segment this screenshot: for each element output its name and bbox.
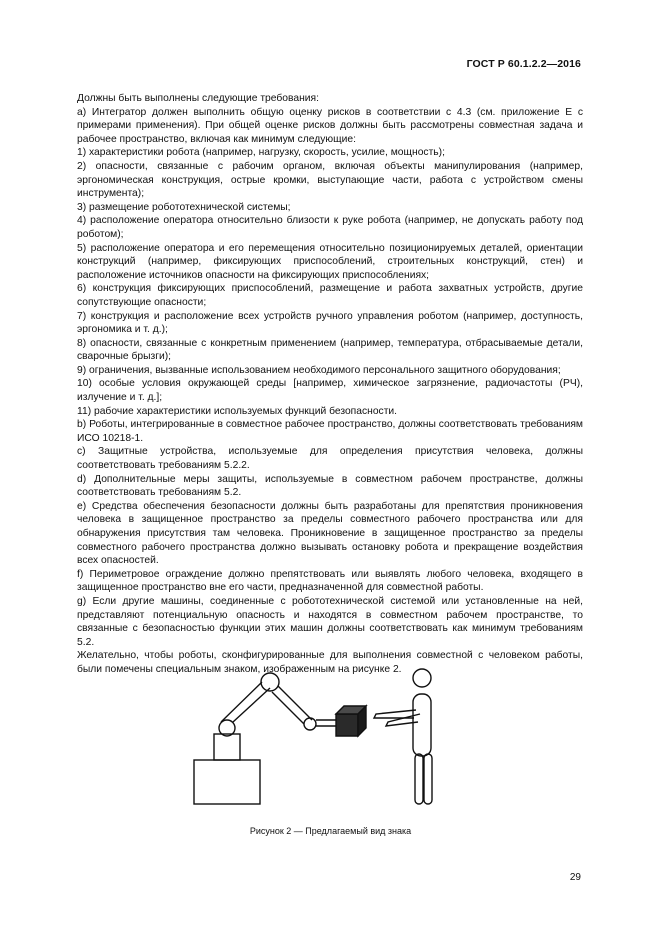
paragraph: 7) конструкция и расположение всех устройств ручного управления роботом (например, доступность, эргономика и т. д.); [77,310,583,336]
robot-arm-segment [272,686,312,724]
collaborative-robot-sign-figure [180,668,480,818]
paragraph: a) Интегратор должен выполнить общую оценку рисков в соответствии с 4.3 (см. приложение Е с примерами применения). При общей оценке рисков должны быть рассмотрены совместная задача и рабочее пространство, включая как минимум следующие: [77,106,583,145]
paragraph: Желательно, чтобы роботы, сконфигурированные для выполнения совместной с человеком работы, были помечены специальным знаком, изображенным на рисунке 2. [77,650,583,675]
paragraph: 8) опасности, связанные с конкретным применением (например, температура, отбрасываемые детали, сварочные брызги); [77,337,583,363]
workpiece-box [336,706,366,736]
paragraph: Должны быть выполнены следующие требования: [77,93,319,104]
paragraph: 5) расположение оператора и его перемещения относительно позиционируемых деталей, ориентации конструкций (например, фиксирующих приспособлений, строительных конструкций, стен) и расположение источников опасности на фиксирующих приспособлениях; [77,242,583,281]
robot-wrist [316,720,336,726]
body-text [77,92,583,677]
paragraph: 10) особые условия окружающей среды [например, химическое загрязнение, радиочастоты (РЧ), излучение и т. д.]; [77,378,583,404]
paragraph: g) Если другие машины, соединенные с робототехнической системой или установленные на ней, представляют потенциальную опасность и находятся в совместном рабочем пространстве, то связанные с безопасностью функции этих машин должны соответствовать как минимум требованиям 5.2. [77,595,583,648]
robot-joint [304,718,316,730]
paragraph: f) Периметровое ограждение должно препятствовать или выявлять любого человека, входящего в защищенное пространство вне его части, предназначенной для совместной работы. [77,568,583,594]
page-number: 29 [569,872,581,883]
paragraph: 9) ограничения, вызванные использованием необходимого персонального защитного оборудования; [77,364,561,376]
robot-column [214,734,240,760]
paragraph: 4) расположение оператора относительно близости к руке робота (например, не допускать работу под роботом); [77,215,583,240]
paragraph: c) Защитные устройства, используемые для определения присутствия человека, должны соответствовать требованиям 5.2.2. [77,446,583,472]
paragraph: 11) рабочие характеристики используемых функций безопасности. [77,405,398,417]
paragraph: 6) конструкция фиксирующих приспособлений, размещение и работа захватных устройств, другие сопутствующие опасности; [77,283,583,308]
paragraph: d) Дополнительные меры защиты, используемые в совместном рабочем пространстве, должны соответствовать требованиям 5.2. [77,473,583,499]
paragraph: 3) размещение робототехнической системы; [77,201,291,213]
paragraph: b) Роботы, интегрированные в совместное рабочее пространство, должны соответствовать требованиям ИСО 10218-1. [77,419,583,444]
human-figure [374,669,432,804]
robot-base [194,760,260,804]
document-code: ГОСТ Р 60.1.2.2—2016 [466,58,581,70]
paragraph: 2) опасности, связанные с рабочим органом, включая объекты манипулирования (например, эргономическая конструкция, острые кромки, выступающие части, работа с устройством смены инструмента); [77,160,583,200]
figure-caption: Рисунок 2 — Предлагаемый вид знака [249,826,412,836]
paragraph: 1) характеристики робота (например, нагрузку, скорость, усилие, мощность); [77,147,445,159]
paragraph: e) Средства обеспечения безопасности должны быть разработаны для препятствия проникновения человека в защищенное пространство за пределы совместного рабочего пространства или для обнаружения присутствия там человека. Проникновение в защищенное пространство за пределы совместного рабочего пространства должно вызывать остановку робота и прекращение воздействия всех опасностей. [77,500,583,567]
